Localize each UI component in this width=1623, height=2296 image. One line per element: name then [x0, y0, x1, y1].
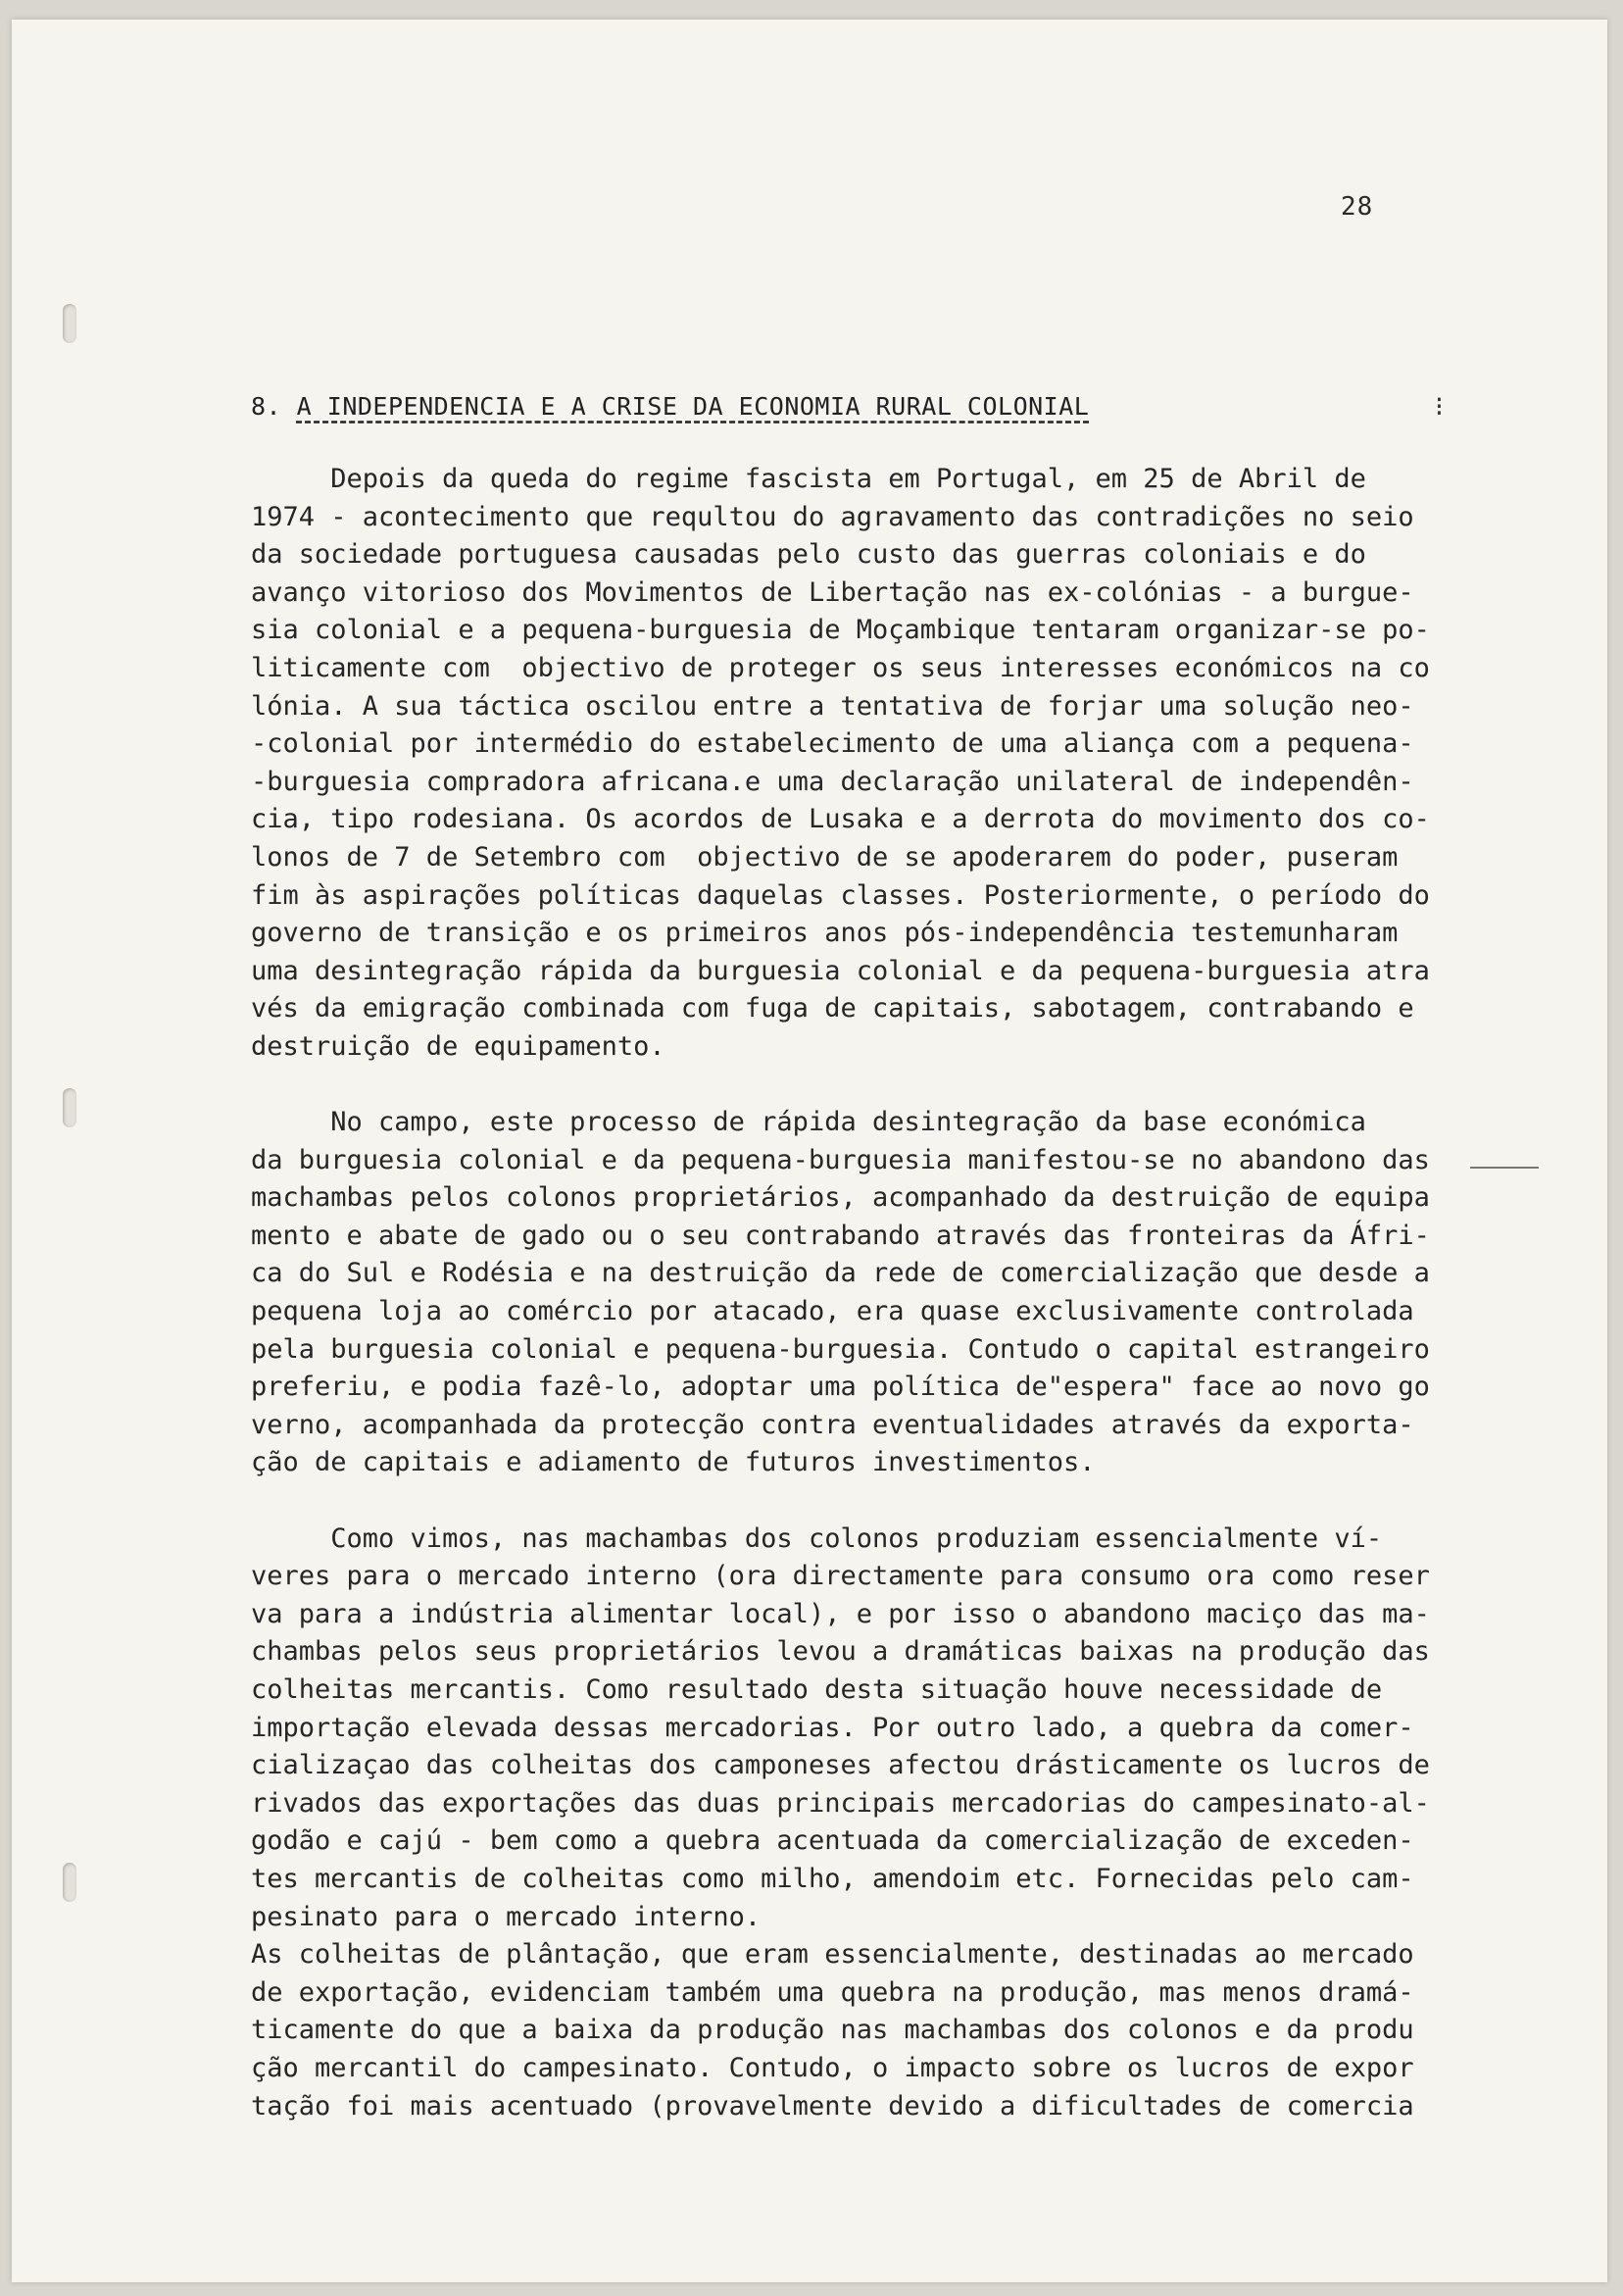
text-line: fim às aspirações políticas daquelas classes. Posteriormente, o período do [251, 879, 1430, 911]
text-line: chambas pelos seus proprietários levou a dramáticas baixas na produção das [251, 1636, 1430, 1668]
text-line: tes mercantis de colheitas como milho, amendoim etc. Fornecidas pelo cam- [251, 1863, 1414, 1894]
text-line: liticamente com objectivo de proteger os seus interesses económicos na co [251, 652, 1430, 683]
text-line: de exportação, evidenciam também uma quebra na produção, mas menos dramá- [251, 1976, 1414, 2008]
text-line: As colheitas de plântação, que eram essencialmente, destinadas ao mercado [251, 1939, 1414, 1971]
text-line: No campo, este processo de rápida desintegração da base económica [251, 1107, 1366, 1138]
text-line: colheitas mercantis. Como resultado desta situação houve necessidade de [251, 1674, 1383, 1705]
margin-dash [1470, 1167, 1539, 1169]
text-line: Como vimos, nas machambas dos colonos produziam essencialmente ví- [251, 1522, 1383, 1554]
text-line: pesinato para o mercado interno. [251, 1901, 762, 1932]
text-line: avanço vitorioso dos Movimentos de Libertação nas ex-colónias - a burgue- [251, 576, 1414, 608]
text-line: -burguesia compradora africana.e uma declaração unilateral de independên- [251, 766, 1414, 797]
text-line: machambas pelos colonos proprietários, acompanhado da destruição de equipa [251, 1182, 1430, 1214]
punch-hole [63, 304, 76, 343]
text-line: ticamente do que a baixa da produção nas machambas dos colonos e da produ [251, 2015, 1414, 2046]
text-line: godão e cajú - bem como a quebra acentuada da comercialização de exceden- [251, 1825, 1414, 1857]
text-line: 1974 - acontecimento que requltou do agravamento das contradições no seio [251, 501, 1414, 532]
punch-hole [63, 1088, 76, 1127]
paragraph [251, 1104, 1462, 1482]
margin-mark: ⁝ [1435, 390, 1444, 423]
text-line: cia, tipo rodesiana. Os acordos de Lusaka e a derrota do movimento dos co- [251, 804, 1430, 835]
section-number: 8. [251, 392, 282, 421]
text-line: governo de transição e os primeiros anos pós-independência testemunharam [251, 918, 1399, 949]
text-line: destruição de equipamento. [251, 1030, 665, 1062]
text-line: da sociedade portuguesa causadas pelo custo das guerras coloniais e do [251, 539, 1366, 571]
text-line: veres para o mercado interno (ora directamente para consumo ora como reser [251, 1561, 1430, 1592]
punch-hole [63, 1863, 76, 1902]
text-line: Depois da queda do regime fascista em Portugal, em 25 de Abril de [251, 464, 1366, 494]
text-line: lónia. A sua táctica oscilou entre a tentativa de forjar uma solução neo- [251, 690, 1414, 722]
text-line: vés da emigração combinada com fuga de capitais, sabotagem, contrabando e [251, 993, 1414, 1024]
paragraph-gap [251, 1482, 1462, 1521]
text-line: ca do Sul e Rodésia e na destruição da rede de comercialização que desde a [251, 1258, 1430, 1289]
text-line: uma desintegração rápida da burguesia colonial e da pequena-burguesia atra [251, 955, 1430, 986]
text-line: ção mercantil do campesinato. Contudo, o impacto sobre os lucros de expor [251, 2052, 1414, 2083]
paragraph [251, 461, 1462, 1067]
text-line: preferiu, e podia fazê-lo, adoptar uma política de"espera" face ao novo go [251, 1372, 1430, 1403]
section-title: A INDEPENDENCIA E A CRISE DA ECONOMIA RURAL COLONIAL [296, 392, 1090, 421]
text-line: ção de capitais e adiamento de futuros investimentos. [251, 1447, 1096, 1478]
text-line: cializaçao das colheitas dos camponeses afectou drásticamente os lucros de [251, 1750, 1430, 1781]
text-line: verno, acompanhada da protecção contra eventualidades através da exporta- [251, 1409, 1414, 1440]
paragraph [251, 1521, 1462, 2126]
text-line: rivados das exportações das duas principais mercadorias do campesinato-al- [251, 1787, 1430, 1819]
section-heading [251, 392, 1089, 421]
page-number: 28 [1341, 192, 1374, 222]
text-line: mento e abate de gado ou o seu contrabando através das fronteiras da Áfri- [251, 1220, 1430, 1251]
text-line: -colonial por intermédio do estabelecimento de uma aliança com a pequena- [251, 728, 1414, 760]
text-line: tação foi mais acentuado (provavelmente devido a dificultades de comercia [251, 2090, 1414, 2121]
paragraph-gap [251, 1067, 1462, 1105]
text-line: pela burguesia colonial e pequena-burguesia. Contudo o capital estrangeiro [251, 1333, 1430, 1365]
text-line: sia colonial e a pequena-burguesia de Moçambique tentaram organizar-se po- [251, 615, 1430, 646]
text-line: pequena loja ao comércio por atacado, era quase exclusivamente controlada [251, 1296, 1414, 1327]
text-line: da burguesia colonial e da pequena-burguesia manifestou-se no abandono das [251, 1144, 1430, 1175]
body-text [251, 461, 1462, 2125]
text-line: importação elevada dessas mercadorias. Por outro lado, a quebra da comer- [251, 1712, 1414, 1743]
text-line: va para a indústria alimentar local), e por isso o abandono maciço das ma- [251, 1598, 1430, 1629]
text-line: lonos de 7 de Setembro com objectivo de se apoderarem do poder, puseram [251, 841, 1399, 873]
